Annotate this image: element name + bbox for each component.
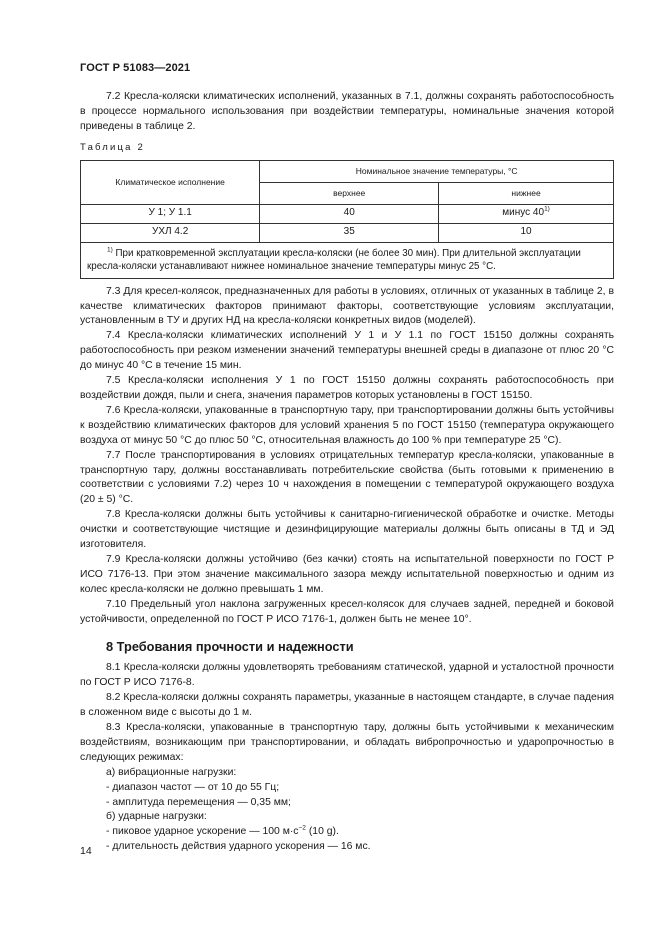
table-footnote (81, 242, 614, 278)
col-header-nominal-temperature: Номинальное значение температуры, °С (260, 160, 614, 182)
table-caption: Таблица 2 (80, 141, 145, 153)
list-item: б) ударные нагрузки: (106, 811, 207, 823)
document-header: ГОСТ Р 51083—2021 (80, 62, 191, 74)
footnote-marker: 1) (107, 246, 113, 254)
shock-acceleration-text: - пиковое ударное ускорение — 100 м·с (106, 826, 299, 838)
document-body (80, 90, 614, 855)
cell-lower: 10 (439, 223, 614, 242)
list-item: - амплитуда перемещения — 0,35 мм; (106, 796, 291, 808)
cell-execution: У 1; У 1.1 (81, 204, 260, 223)
paragraph-7-9: 7.9 Кресла-коляски должны устойчиво (без качки) стоять на испытательной поверхности по ГОСТ Р ИСО 7176-13. При этом значение максимального зазора между испытательной поверхностью и одним из колес кресла-коляски не должно превышать 1 мм. (80, 553, 614, 595)
list-item: а) вибрационные нагрузки: (106, 766, 237, 778)
page-number: 14 (80, 845, 92, 857)
table-row (81, 204, 614, 223)
paragraph-7-4: 7.4 Кресла-коляски климатических исполнений У 1 и У 1.1 по ГОСТ 15150 должны сохранять работоспособность при резком изменении значений температуры внешней среды в диапазоне от плюс 20 °С до минус 40 °С в течение 15 мин. (80, 330, 614, 372)
footnote-text: При кратковременной эксплуатации кресла-коляски (не более 30 мин). При длительной эксплуатации кресла-коляски устанавливают нижнее номинальное значение температуры минус 25 °С. (87, 247, 581, 273)
paragraph-7-10: 7.10 Предельный угол наклона загруженных кресел-колясок для случаев задней, передней и боковой устойчивости, определенной по ГОСТ Р ИСО 7176-1, должен быть не менее 10°. (80, 598, 614, 625)
cell-lower (439, 204, 614, 223)
table-row (81, 223, 614, 242)
paragraph-8-1: 8.1 Кресла-коляски должны удовлетворять требованиям статической, ударной и усталостной прочности по ГОСТ Р ИСО 7176-8. (80, 662, 614, 689)
cell-upper: 40 (260, 204, 439, 223)
paragraph-7-8: 7.8 Кресла-коляски должны быть устойчивы к санитарно-гигиенической обработке и очистке. Методы очистки и соответствующие чистящие и дезинфицирующие материалы должны быть описаны в ТД и ЭД изготовителя. (80, 509, 614, 551)
list-item: - диапазон частот — от 10 до 55 Гц; (106, 781, 280, 793)
col-header-upper: верхнее (260, 182, 439, 204)
paragraph-7-7: 7.7 После транспортирования в условиях отрицательных температур кресла-коляски, упакованные в транспортную тару, должны восстанавливать потребительские свойства (быть готовыми к применению в соответствии с условиями 7.2) через 10 ч нахождения в помещении с температурой окружающего воздуха (20 ± 5) °С. (80, 449, 614, 506)
table-2 (80, 160, 614, 279)
col-header-climatic-execution: Климатическое исполнение (81, 160, 260, 204)
paragraph-7-2: 7.2 Кресла-коляски климатических исполнений, указанных в 7.1, должны сохранять работоспособность в процессе нормального использования при воздействии температуры, номинальные значения которой приведены в таблице 2. (80, 91, 614, 132)
exponent: −2 (298, 824, 306, 832)
paragraph-7-3: 7.3 Для кресел-колясок, предназначенных для работы в условиях, отличных от указанных в таблице 2, в качестве климатических факторов принимают факторы, соответствующие условиям эксплуатации, установленным в ТУ и других НД на кресла-коляски конкретных видов (моделей). (80, 285, 614, 327)
footnote-ref: 1) (544, 205, 550, 213)
col-header-lower: нижнее (439, 182, 614, 204)
list-item: - длительность действия ударного ускорения — 16 мс. (106, 841, 371, 853)
section-heading-8: 8 Требования прочности и надежности (106, 639, 354, 655)
paragraph-8-2: 8.2 Кресла-коляски должны сохранять параметры, указанные в настоящем стандарте, в случае падения в сложенном виде с высоты до 1 м. (80, 692, 614, 719)
cell-upper: 35 (260, 223, 439, 242)
paragraph-7-5: 7.5 Кресла-коляски исполнения У 1 по ГОСТ 15150 должны сохранять работоспособность при воздействии дождя, пыли и снега, значения параметров которых установлены в ГОСТ 15150. (80, 375, 614, 401)
cell-lower-value: минус 40 (502, 207, 545, 219)
cell-execution: УХЛ 4.2 (81, 223, 260, 242)
shock-acceleration-tail: (10 g). (305, 826, 339, 838)
paragraph-8-3: 8.3 Кресла-коляски, упакованные в транспортную тару, должны быть устойчивыми к механическим воздействиям, возникающим при транспортировании, и обладать вибропрочностью и ударопрочностью в следующих режимах: (80, 722, 614, 763)
paragraph-7-6: 7.6 Кресла-коляски, упакованные в транспортную тару, при транспортировании должны быть устойчивы к воздействию климатических факторов для условий хранения 5 по ГОСТ 15150 (температура окружающего воздуха от минус 50 °С до плюс 50 °С, относительная влажность до 100 % при температуре 25 °С). (80, 404, 614, 446)
list-item (80, 825, 614, 840)
